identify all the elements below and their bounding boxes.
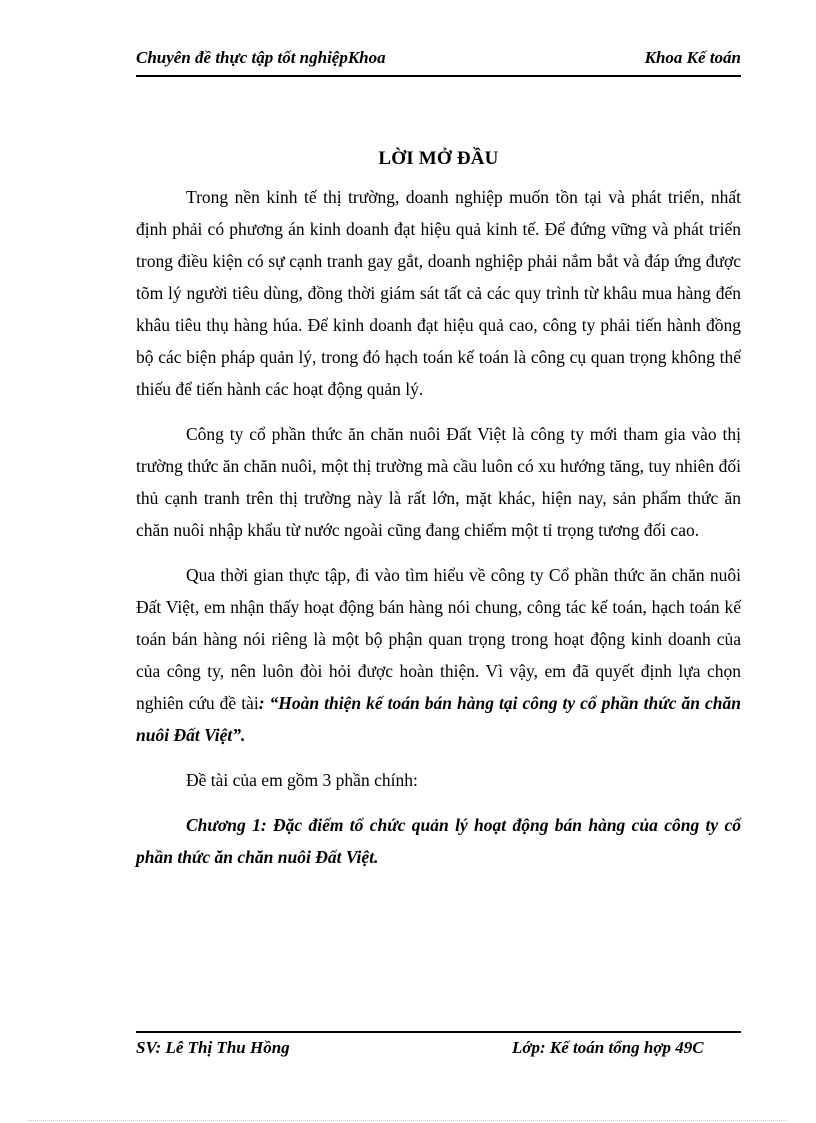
thesis-topic: : “Hoàn thiện kế toán bán hàng tại công ty cổ phần thức ăn chăn nuôi Đất Việt”. [136, 693, 741, 745]
footer-rule [136, 1031, 741, 1033]
header-rule [136, 75, 741, 77]
page-edge-divider [28, 1120, 788, 1121]
paragraph-3 [136, 559, 741, 751]
page-title: LỜI MỞ ĐẦU [378, 148, 499, 169]
paragraph-2: Công ty cổ phần thức ăn chăn nuôi Đất Việt là công ty mới tham gia vào thị trường thức ăn chăn nuôi, một thị trường mà cầu luôn có xu hướng tăng, tuy nhiên đối thủ cạnh tranh trên thị trường này là rất lớn, mặt khác, hiện nay, sản phẩm thức ăn chăn nuôi nhập khẩu từ nước ngoài cũng đang chiếm một tỉ trọng tương đối cao. [136, 424, 741, 540]
paragraph-3-text: Qua thời gian thực tập, đi vào tìm hiểu về công ty Cổ phần thức ăn chăn nuôi Đất Việt, em nhận thấy hoạt động bán hàng nói chung, công tác kế toán, hạch toán kế toán bán hàng nói riêng là một bộ phận quan trọng trong hoạt động kinh doanh của của công ty, nên luôn đòi hỏi được hoàn thiện. Vì vậy, em đã quyết định lựa chọn nghiên cứu đề tài [136, 565, 741, 713]
footer-student-name: SV: Lê Thị Thu Hồng [136, 1038, 290, 1057]
page-header [136, 48, 741, 72]
document-body [136, 181, 741, 886]
header-department: Khoa Kế toán [644, 48, 741, 67]
footer-class: Lớp: Kế toán tổng hợp 49C [512, 1038, 704, 1057]
paragraph-1: Trong nền kinh tế thị trường, doanh nghiệp muốn tồn tại và phát triển, nhất định phải có phương án kinh doanh đạt hiệu quả kinh tế. Để đứng vững và phát triển trong điều kiện có sự cạnh tranh gay gắt, doanh nghiệp phải nắm bắt và đáp ứng được tõm lý người tiêu dùng, đồng thời giám sát tất cả các quy trình từ khâu mua hàng đến khâu tiêu thụ hàng húa. Để kinh doanh đạt hiệu quả cao, công ty phải tiến hành đồng bộ các biện pháp quản lý, trong đó hạch toán kế toán là công cụ quan trọng không thể thiếu để tiến hành các hoạt động quản lý. [136, 187, 741, 399]
header-document-title: Chuyên đề thực tập tốt nghiệpKhoa [136, 48, 386, 67]
paragraph-4: Đề tài của em gồm 3 phần chính: [186, 770, 418, 790]
page-footer [136, 1038, 741, 1062]
chapter-1-heading: Chương 1: Đặc điểm tổ chức quản lý hoạt động bán hàng của công ty cổ phần thức ăn chăn nuôi Đất Việt. [136, 815, 741, 867]
